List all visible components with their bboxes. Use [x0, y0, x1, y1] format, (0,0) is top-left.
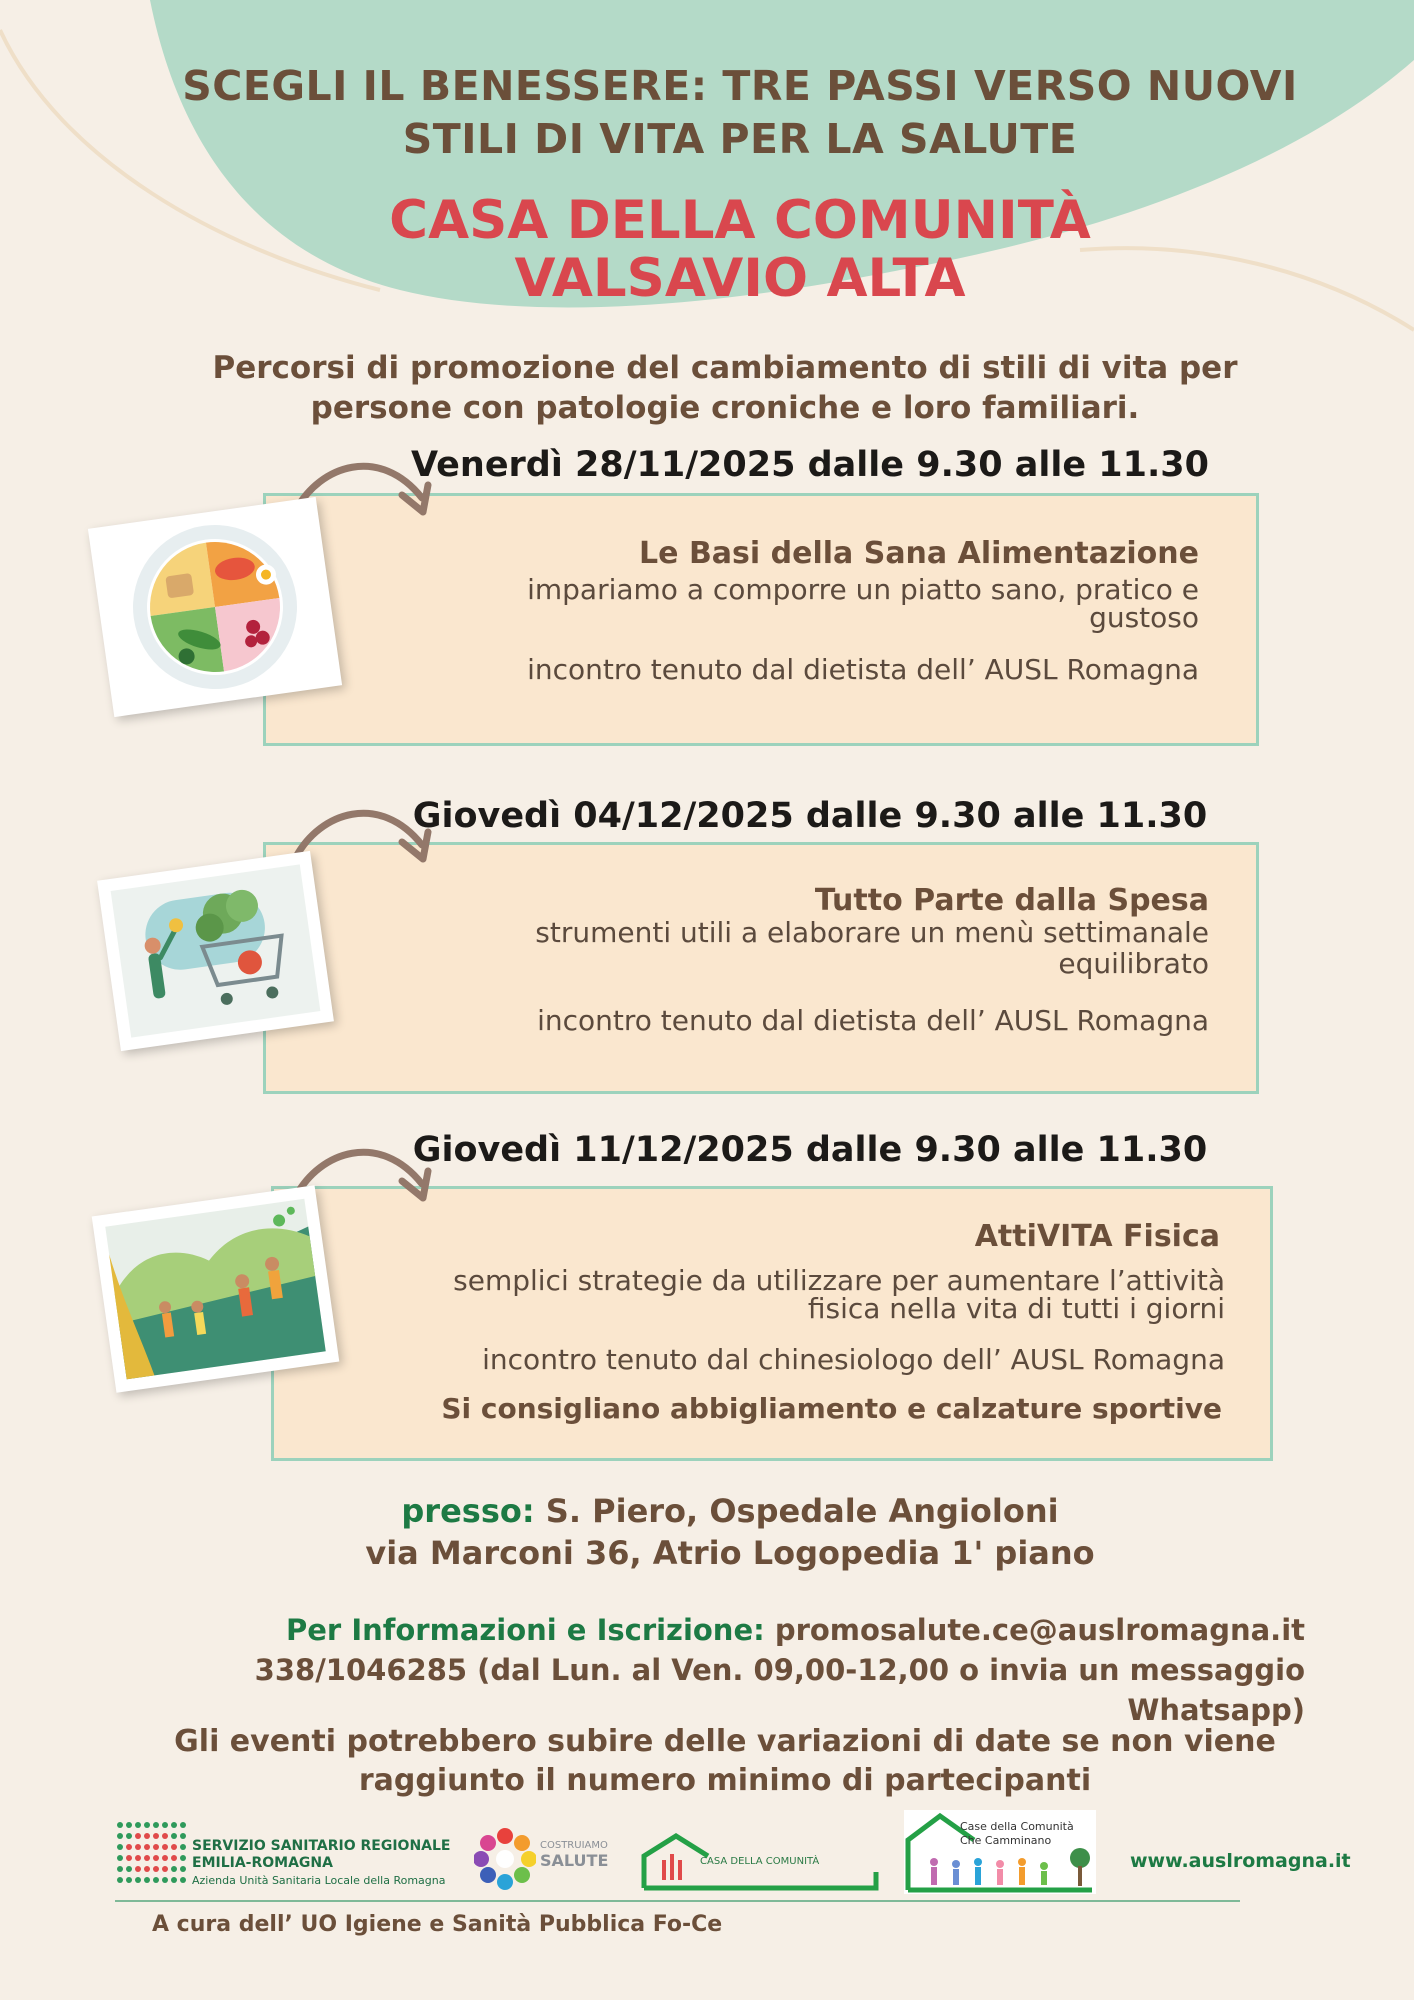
shopping-cart-icon	[97, 851, 334, 1051]
disclaimer-note	[150, 1722, 1300, 1800]
contact-phone[interactable]: 338/1046285 (dal Lun. al Ven. 09,00-12,00 o invia un messaggio Whatsapp)	[254, 1653, 1305, 1727]
venue-place: S. Piero, Ospedale Angioloni	[545, 1492, 1059, 1530]
event-2-card	[263, 842, 1259, 1094]
event-1-photo	[88, 497, 342, 717]
event-3-card	[271, 1186, 1273, 1461]
contact-line-1	[150, 1610, 1305, 1650]
subtitle	[150, 348, 1300, 428]
venue-line-1	[230, 1490, 1230, 1532]
ssr-logo-text	[192, 1838, 451, 1889]
ssr-line-2: EMILIA-ROMAGNA	[192, 1855, 333, 1871]
costruiamo-line-1: COSTRUIAMO	[540, 1840, 608, 1851]
camminano-line-2: Che Camminano	[960, 1834, 1052, 1847]
ssr-dots-logo-icon	[115, 1820, 187, 1890]
event-3-host: incontro tenuto dal chinesiologo dell’ AUSL Romagna	[482, 1343, 1225, 1376]
healthy-plate-icon	[88, 497, 342, 717]
footer-divider	[115, 1900, 1240, 1902]
event-3-description	[385, 1264, 1225, 1325]
location-title	[200, 192, 1280, 308]
costruiamo-line-2: SALUTE	[540, 1851, 609, 1870]
event-1-title: Le Basi della Sana Alimentazione	[639, 536, 1199, 571]
event-2-description	[409, 917, 1209, 979]
footer-credit: A cura dell’ UO Igiene e Sanità Pubblica Fo-Ce	[152, 1912, 723, 1937]
event-1-description-line-1: impariamo a comporre un piatto sano, pratico e	[527, 573, 1199, 606]
event-2-description-line-2: equilibrato	[1058, 947, 1209, 980]
colorful-circles-logo-icon	[474, 1828, 536, 1890]
camminano-line-1: Case della Comunità	[960, 1820, 1074, 1833]
walking-people-icon	[92, 1185, 340, 1393]
venue	[230, 1490, 1230, 1574]
event-3-advice: Si consigliano abbigliamento e calzature sportive	[441, 1392, 1222, 1425]
location-line-2: VALSAVIO ALTA	[514, 248, 966, 309]
title-line-2: STILI DI VITA PER LA SALUTE	[402, 115, 1078, 163]
title-line-1: SCEGLI IL BENESSERE: TRE PASSI VERSO NUOVI	[182, 62, 1298, 110]
event-3-photo	[92, 1185, 340, 1393]
ssr-line-3: Azienda Unità Sanitaria Locale della Romagna	[192, 1874, 446, 1887]
event-3-date: Giovedì 11/12/2025 dalle 9.30 alle 11.30	[412, 1130, 1208, 1170]
venue-line-2: via Marconi 36, Atrio Logopedia 1' piano	[365, 1534, 1095, 1572]
event-2-date: Giovedì 04/12/2025 dalle 9.30 alle 11.30	[412, 796, 1208, 836]
event-2-photo	[97, 851, 334, 1051]
website-link[interactable]: www.auslromagna.it	[1130, 1850, 1351, 1872]
location-line-1: CASA DELLA COMUNITÀ	[389, 190, 1091, 251]
casa-comunita-label: CASA DELLA COMUNITÀ	[700, 1856, 820, 1867]
event-2-title: Tutto Parte dalla Spesa	[814, 883, 1209, 918]
event-1-date: Venerdì 28/11/2025 dalle 9.30 alle 11.30	[410, 445, 1209, 485]
event-1-card	[263, 493, 1259, 746]
event-3-description-line-2: fisica nella vita di tutti i giorni	[807, 1292, 1225, 1325]
ssr-line-1: SERVIZIO SANITARIO REGIONALE	[192, 1838, 451, 1854]
costruiamo-salute-logo	[474, 1828, 614, 1896]
event-2-host: incontro tenuto dal dietista dell’ AUSL Romagna	[537, 1004, 1209, 1037]
note-line-2: raggiunto il numero minimo di partecipanti	[358, 1763, 1092, 1798]
contact-label: Per Informazioni e Iscrizione:	[286, 1613, 765, 1647]
case-camminano-logo	[904, 1810, 1096, 1894]
subtitle-line-2: persone con patologie croniche e loro familiari.	[310, 390, 1140, 426]
casa-comunita-logo	[640, 1832, 880, 1892]
event-1-host: incontro tenuto dal dietista dell’ AUSL Romagna	[527, 653, 1199, 686]
contact-email[interactable]: promosalute.ce@auslromagna.it	[774, 1613, 1305, 1647]
subtitle-line-1: Percorsi di promozione del cambiamento di stili di vita per	[212, 350, 1238, 386]
event-1-description	[399, 573, 1199, 634]
curved-arrow-icon	[290, 797, 440, 872]
event-1-description-line-2: gustoso	[1089, 601, 1199, 634]
event-3-description-line-1: semplici strategie da utilizzare per aumentare l’attività	[453, 1264, 1225, 1297]
contact-info	[150, 1610, 1305, 1730]
note-line-1: Gli eventi potrebbero subire delle variazioni di date se non viene	[174, 1724, 1276, 1759]
event-3-title: AttiVITA Fisica	[974, 1219, 1220, 1254]
event-2-description-line-1: strumenti utili a elaborare un menù settimanale	[535, 916, 1209, 949]
page-title	[150, 60, 1330, 166]
venue-label: presso:	[401, 1492, 535, 1530]
